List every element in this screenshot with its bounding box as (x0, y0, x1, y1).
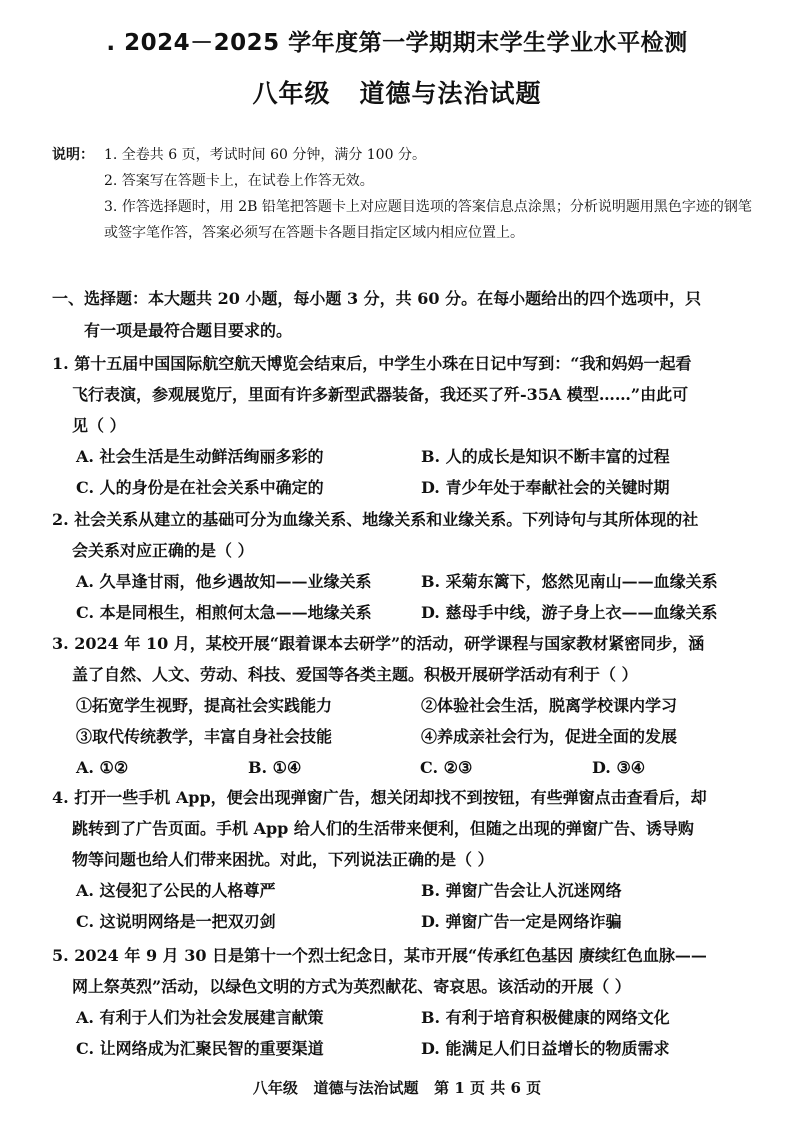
instruction-3: 3. 作答选择题时，用 2B 铅笔把答题卡上对应题目选项的答案信息点涂黑；分析说明题用黑色字迹的钢笔或签字笔作答，答案必须写在答题卡各题目指定区域内相应位置上。 (104, 199, 752, 241)
question-stem: 跳转到了广告页面。手机 App 给人们的生活带来便利，但随之出现的弹窗广告、诱导购 (72, 819, 694, 838)
question-stem: 5. 2024 年 9 月 30 日是第十一个烈士纪念日，某市开展“传承红色基因 赓续红色血脉—— (52, 946, 707, 965)
question-stem: 飞行表演，参观展览厅，里面有许多新型武器装备，我还买了歼-35A 模型……”由此可 (72, 385, 689, 404)
option-b: B. 采菊东篱下，悠然见南山——血缘关系 (421, 572, 718, 591)
statements (52, 690, 742, 752)
statement-3: ③取代传统教学，丰富自身社会技能 (76, 727, 333, 746)
option-b: B. 弹窗广告会让人沉迷网络 (421, 881, 622, 900)
option-c: C. 人的身份是在社会关系中确定的 (76, 478, 324, 497)
instructions-label: 说明： (52, 147, 94, 163)
option-c: C. 让网络成为汇聚民智的重要渠道 (76, 1039, 324, 1058)
option-d: D. ③④ (592, 758, 646, 777)
option-c: C. ②③ (420, 758, 473, 777)
option-c: C. 本是同根生，相煎何太急——地缘关系 (76, 603, 372, 622)
option-d: D. 弹窗广告一定是网络诈骗 (421, 912, 622, 931)
option-c: C. 这说明网络是一把双刃剑 (76, 912, 276, 931)
option-a: A. 社会生活是生动鲜活绚丽多彩的 (76, 447, 324, 466)
option-b: B. 有利于培育积极健康的网络文化 (421, 1008, 670, 1027)
section-heading-line1: 一、选择题：本大题共 20 小题，每小题 3 分，共 60 分。在每小题给出的四个选项中，只 (52, 289, 702, 308)
options (52, 566, 742, 628)
question-stem: 3. 2024 年 10 月，某校开展“跟着课本去研学”的活动，研学课程与国家教材紧密同步，涵 (52, 634, 705, 653)
question-stem: 见（ ） (72, 416, 126, 435)
option-d: D. 慈母手中线，游子身上衣——血缘关系 (421, 603, 718, 622)
instruction-2: 2. 答案写在答题卡上，在试卷上作答无效。 (104, 173, 374, 189)
question-stem: 网上祭英烈”活动，以绿色文明的方式为英烈献花、寄哀思。该活动的开展（ ） (72, 977, 631, 996)
option-a: A. 久旱逢甘雨，他乡遇故知——业缘关系 (76, 572, 372, 591)
options (52, 1002, 742, 1064)
statement-2: ②体验社会生活，脱离学校课内学习 (421, 696, 678, 715)
page-footer: 八年级 道德与法治试题 第 1 页 共 6 页 (252, 1079, 542, 1097)
question-5 (52, 940, 742, 1064)
option-b: B. 人的成长是知识不断丰富的过程 (421, 447, 670, 466)
question-stem: 4. 打开一些手机 App，便会出现弹窗广告，想关闭却找不到按钮，有些弹窗点击查看后，却 (52, 788, 707, 807)
option-a: A. ①② (76, 758, 129, 777)
option-b: B. ①④ (248, 758, 302, 777)
instructions (52, 142, 752, 246)
question-stem: 盖了自然、人文、劳动、科技、爱国等各类主题。积极开展研学活动有利于（ ） (72, 665, 638, 684)
option-d: D. 能满足人们日益增长的物质需求 (421, 1039, 670, 1058)
statement-1: ①拓宽学生视野，提高社会实践能力 (76, 696, 333, 715)
exam-title: . 2024－2025 学年度第一学期期末学生学业水平检测 (106, 30, 688, 56)
question-stem: 会关系对应正确的是（ ） (72, 541, 254, 560)
question-stem: 物等问题也给人们带来困扰。对此，下列说法正确的是（ ） (72, 850, 494, 869)
option-d: D. 青少年处于奉献社会的关键时期 (421, 478, 670, 497)
section-heading (52, 283, 742, 347)
option-a: A. 有利于人们为社会发展建言献策 (76, 1008, 324, 1027)
instruction-1: 1. 全卷共 6 页，考试时间 60 分钟，满分 100 分。 (104, 147, 426, 163)
exam-subtitle: 八年级 道德与法治试题 (252, 79, 542, 108)
options (52, 752, 742, 783)
question-2 (52, 504, 742, 628)
question-stem: 2. 社会关系从建立的基础可分为血缘关系、地缘关系和业缘关系。下列诗句与其所体现的社 (52, 510, 699, 529)
options (52, 441, 742, 503)
options (52, 875, 742, 937)
statement-4: ④养成亲社会行为，促进全面的发展 (421, 727, 678, 746)
question-4 (52, 782, 742, 937)
question-stem: 1. 第十五届中国国际航空航天博览会结束后，中学生小珠在日记中写到：“我和妈妈一起看 (52, 354, 692, 373)
question-1 (52, 348, 742, 503)
question-3 (52, 628, 742, 783)
section-heading-line2: 有一项是最符合题目要求的。 (84, 321, 293, 340)
option-a: A. 这侵犯了公民的人格尊严 (76, 881, 276, 900)
